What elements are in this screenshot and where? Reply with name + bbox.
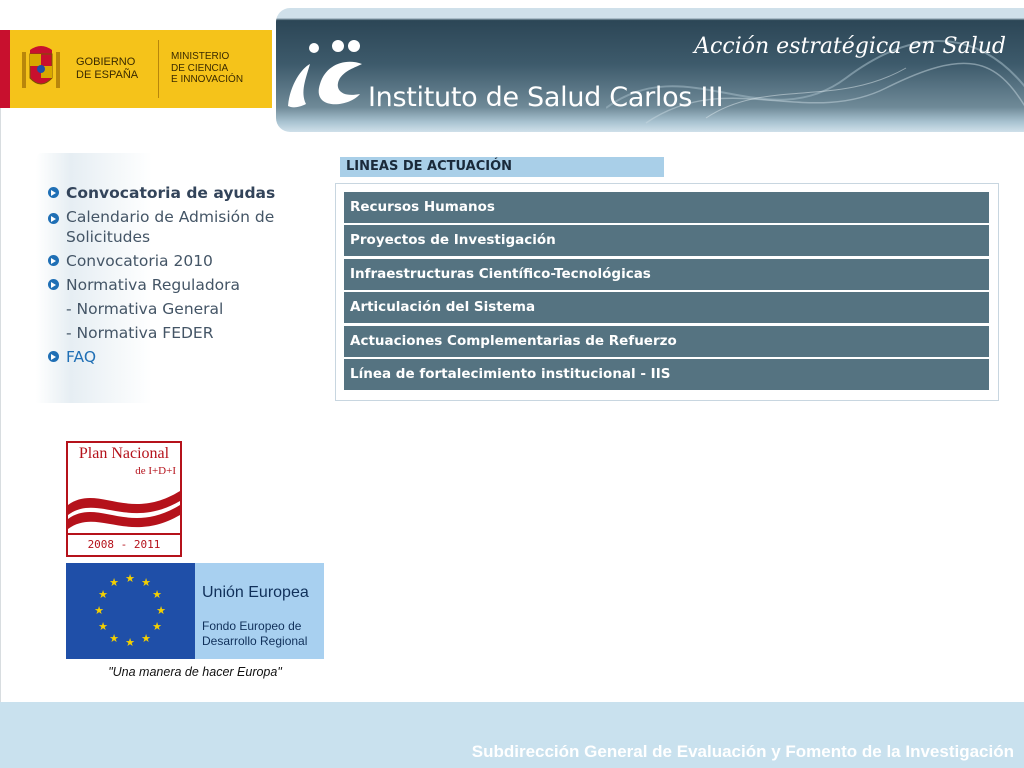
line-item-fortalecimiento[interactable]: Línea de fortalecimiento institucional - IIS: [344, 359, 989, 390]
footer: [0, 702, 1024, 768]
sidebar-item-label: Normativa Reguladora: [66, 276, 241, 294]
ministerio-line2: DE CIENCIA: [171, 62, 229, 74]
line-item-recursos-humanos[interactable]: Recursos Humanos: [344, 192, 989, 223]
line-item-infraestructuras[interactable]: Infraestructuras Científico-Tecnológicas: [344, 259, 989, 290]
arrow-bullet-icon: [48, 351, 59, 362]
svg-text:★: ★: [141, 576, 151, 589]
line-item-proyectos[interactable]: Proyectos de Investigación: [344, 225, 989, 256]
logo-divider: [158, 40, 159, 98]
sidebar-item-label: Convocatoria 2010: [66, 252, 213, 270]
sidebar-item-normativa-feder[interactable]: [48, 321, 318, 345]
eu-stars-icon: [66, 563, 195, 659]
line-item-actuaciones[interactable]: Actuaciones Complementarias de Refuerzo: [344, 326, 989, 357]
page-left-border: [0, 108, 1, 702]
gobierno-line1: GOBIERNO: [76, 56, 136, 68]
arrow-bullet-icon: [48, 213, 59, 224]
plan-nacional-logo[interactable]: [66, 441, 182, 557]
eu-motto: "Una manera de hacer Europa": [108, 665, 282, 679]
gobierno-line2: DE ESPAÑA: [76, 69, 139, 81]
gobierno-text: [76, 56, 138, 82]
coat-of-arms-icon: [18, 42, 64, 94]
isc-logo-mark-icon: [280, 34, 370, 114]
plan-nacional-title: Plan Nacional: [78, 445, 170, 462]
ministerio-line3: E INNOVACIÓN: [171, 74, 244, 85]
arrow-bullet-icon: [48, 279, 59, 290]
lines-list: [335, 183, 999, 401]
isciii-banner: [276, 8, 1024, 132]
gobierno-espana-logo: [0, 30, 272, 108]
arrow-bullet-icon: [48, 255, 59, 266]
sidebar-item-convocatoria-2010[interactable]: [48, 249, 318, 273]
sidebar-item-faq[interactable]: [48, 345, 318, 369]
svg-text:★: ★: [152, 588, 162, 601]
arrow-bullet-icon: [48, 187, 59, 198]
svg-text:★: ★: [109, 632, 119, 645]
sidebar-item-normativa-reguladora[interactable]: [48, 273, 318, 297]
red-waves-icon: [68, 483, 180, 537]
eu-flag-icon: [66, 563, 195, 659]
union-europea-logo[interactable]: [66, 563, 324, 659]
sidebar-item-label: Calendario de Admisión de Solicitudes: [66, 208, 275, 246]
plan-nacional-subtitle: de I+D+I: [135, 465, 176, 477]
svg-text:★: ★: [125, 636, 135, 649]
eu-title: Unión Europea: [202, 584, 309, 601]
sidebar-nav: [48, 181, 318, 369]
banner-tagline: Acción estratégica en Salud: [694, 34, 1006, 59]
svg-text:★: ★: [98, 588, 108, 601]
eu-fund-line1: Fondo Europeo de: [202, 619, 302, 633]
svg-text:★: ★: [98, 620, 108, 633]
sidebar-item-label: - Normativa FEDER: [66, 324, 214, 342]
sidebar-item-calendario[interactable]: [48, 205, 318, 249]
ministerio-text: [171, 51, 243, 86]
section-title: LINEAS DE ACTUACIÓN: [340, 157, 664, 177]
ministerio-line1: MINISTERIO: [171, 51, 230, 62]
footer-text: Subdirección General de Evaluación y Fomento de la Investigación: [471, 742, 1014, 761]
svg-text:★: ★: [156, 604, 166, 617]
eu-fund-name: [202, 619, 307, 649]
svg-text:★: ★: [152, 620, 162, 633]
svg-text:★: ★: [125, 572, 135, 585]
svg-text:★: ★: [141, 632, 151, 645]
line-item-articulacion[interactable]: Articulación del Sistema: [344, 292, 989, 323]
spain-flag-stripe: [0, 30, 10, 108]
svg-text:★: ★: [94, 604, 104, 617]
sidebar-item-convocatoria-de-ayudas[interactable]: [48, 181, 318, 205]
plan-nacional-years: 2008 - 2011: [68, 533, 180, 555]
sidebar-item-normativa-general[interactable]: [48, 297, 318, 321]
sidebar-item-label: FAQ: [66, 348, 97, 366]
institute-name: Instituto de Salud Carlos III: [368, 82, 724, 113]
svg-text:★: ★: [109, 576, 119, 589]
sidebar-item-label: - Normativa General: [66, 300, 224, 318]
eu-fund-line2: Desarrollo Regional: [202, 634, 308, 648]
sidebar-item-label: Convocatoria de ayudas: [66, 184, 276, 202]
